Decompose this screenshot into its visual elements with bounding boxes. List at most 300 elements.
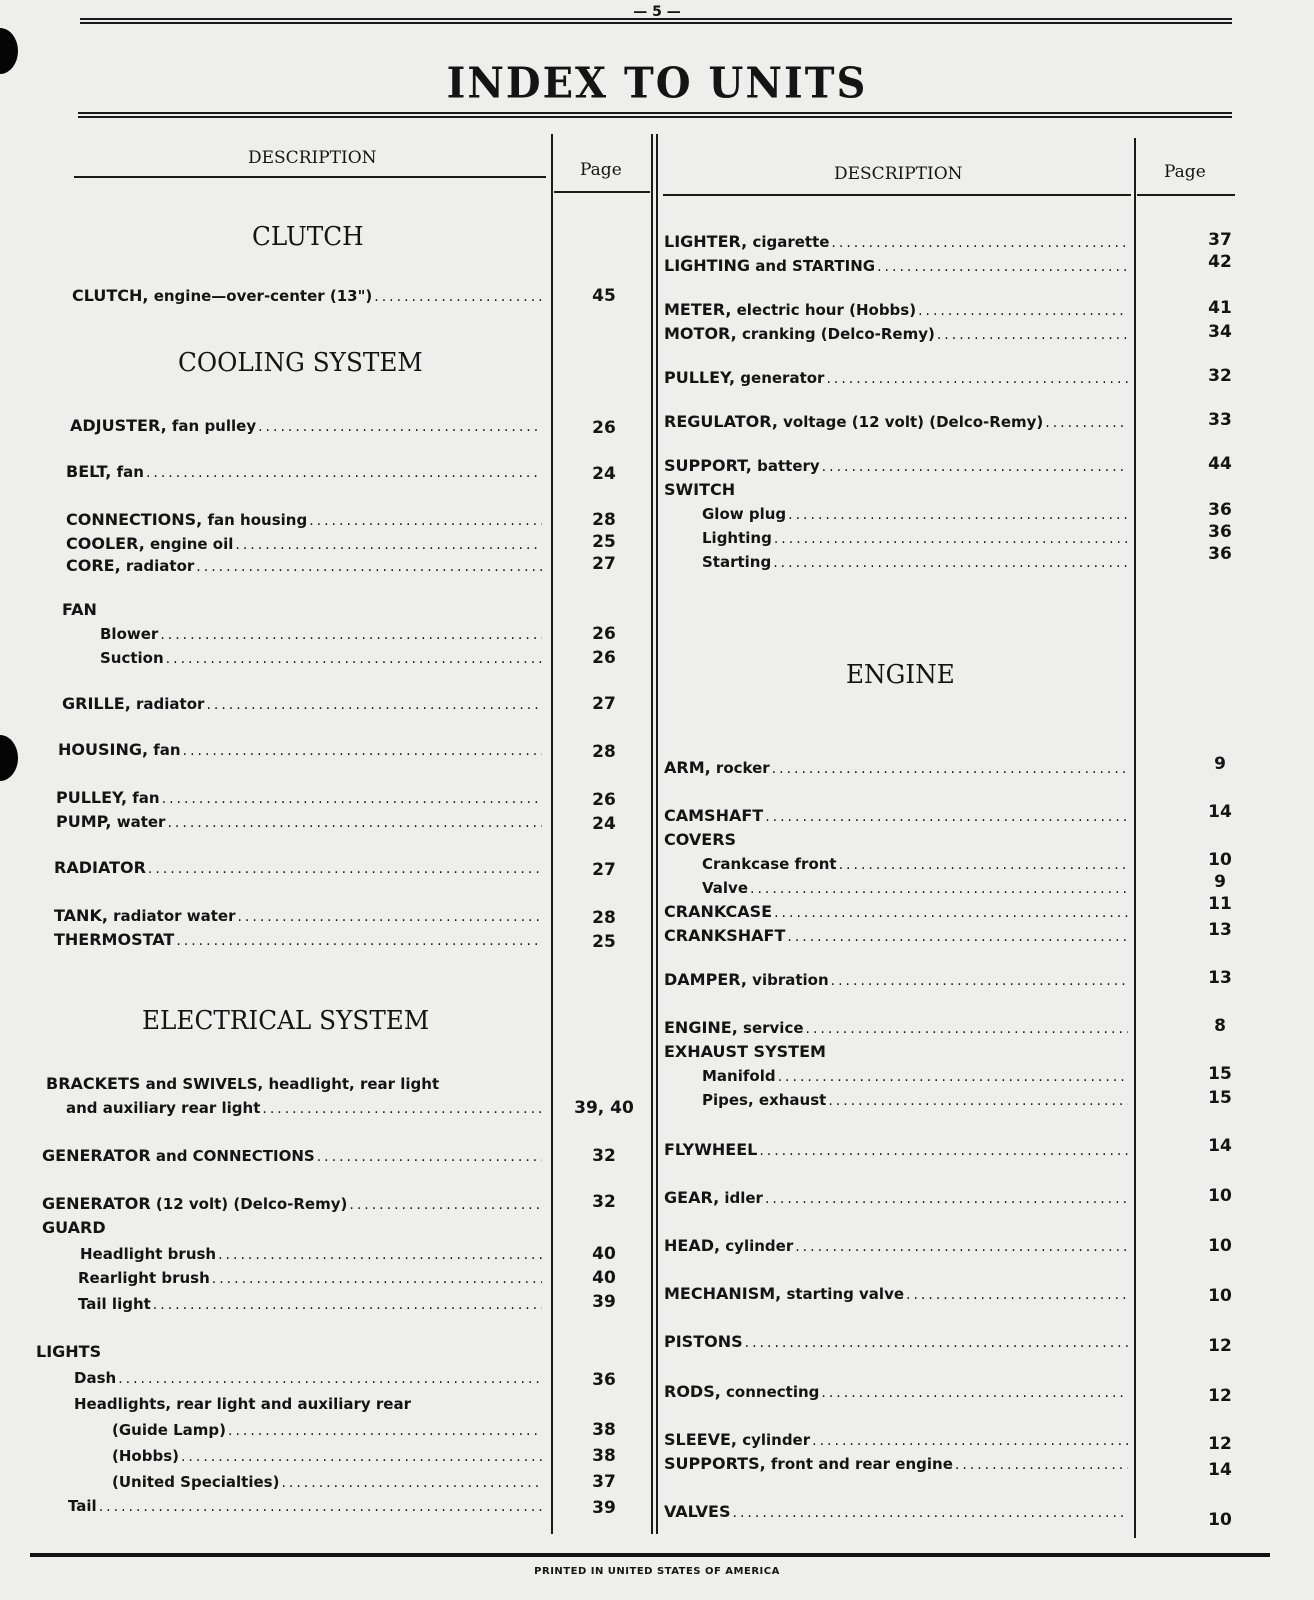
page-reference: 38 [592,1446,616,1466]
dot-leader [773,555,1128,571]
dot-leader [148,861,542,877]
page-title: INDEX TO UNITS [446,58,868,109]
dot-leader [309,513,542,529]
entry-keyword: GRILLE, [62,694,131,713]
page-reference: 26 [592,648,616,668]
dot-leader [822,459,1128,475]
entry-label [68,1496,97,1515]
entry-label [66,534,233,553]
entry-qualifier: and CONNECTIONS [150,1147,315,1165]
entry-label [54,906,235,925]
page-reference: 14 [1208,1460,1232,1480]
entry-label [664,1188,763,1207]
index-entry [664,1236,1128,1255]
entry-qualifier: water [111,813,166,831]
entry-qualifier: voltage (12 volt) (Delco-Remy) [777,413,1044,431]
entry-label [66,462,144,481]
index-entry [54,858,542,877]
page-reference: 37 [592,1472,616,1492]
index-entry [702,504,1128,523]
dot-leader [812,1433,1128,1449]
dot-leader [235,537,542,553]
title-rule [78,112,1232,118]
entry-qualifier: fan housing [202,511,308,529]
dot-leader [206,697,542,713]
page-reference: 10 [1208,1286,1232,1306]
entry-keyword: BELT, [66,462,112,481]
entry-keyword: GUARD [42,1218,106,1237]
dot-leader [765,809,1128,825]
entry-label [664,256,875,275]
index-entry [56,812,542,831]
index-entry [664,300,1128,319]
entry-qualifier: radiator water [107,907,236,925]
left-page-divider [551,134,553,1534]
page-reference: 39, 40 [574,1098,634,1118]
index-entry [112,1472,542,1491]
entry-label [664,1018,804,1037]
entry-keyword: GEAR, [664,1188,720,1207]
entry-label [66,510,307,529]
index-entry [66,534,542,553]
entry-keyword: PULLEY, [56,788,128,807]
entry-qualifier: Starting [702,553,772,571]
dot-leader [374,289,542,305]
index-entry [42,1194,542,1213]
index-entry [66,1098,542,1117]
entry-label [664,926,785,945]
index-entry [42,1218,642,1237]
page-reference: 36 [1208,544,1232,564]
dot-leader [831,973,1128,989]
page-reference: 24 [592,814,616,834]
entry-label [42,1194,347,1213]
top-rule [80,18,1232,24]
dot-leader [146,465,542,481]
dot-leader [826,371,1128,387]
page-reference: 27 [592,554,616,574]
section-electrical-system: ELECTRICAL SYSTEM [142,1006,430,1036]
entry-keyword: LIGHTING [664,256,751,275]
entry-qualifier: Rearlight brush [78,1269,210,1287]
index-entry [664,256,1128,275]
dot-leader [795,1239,1128,1255]
entry-label [74,1394,411,1413]
index-entry [664,830,1264,849]
page-reference: 14 [1208,1136,1232,1156]
entry-keyword: CAMSHAFT [664,806,764,825]
entry-label [62,600,97,619]
entry-label [46,1074,439,1093]
entry-qualifier: front and rear engine [765,1455,953,1473]
entry-label [664,1140,757,1159]
entry-keyword: RODS, [664,1382,721,1401]
dot-leader [218,1247,542,1263]
entry-qualifier: electric hour (Hobbs) [731,301,917,319]
entry-label [664,412,1043,431]
left-page-header-underline [554,191,650,193]
index-entry [66,510,542,529]
dot-leader [831,235,1128,251]
page-reference: 32 [592,1192,616,1212]
index-entry [664,926,1128,945]
entry-label [664,480,735,499]
entry-label [664,970,829,989]
entry-qualifier: engine—over-center (13") [148,287,373,305]
page-number: — 5 — [633,4,681,20]
dot-leader [237,909,542,925]
entry-qualifier: fan [148,741,181,759]
index-entry [36,1342,636,1361]
entry-label [112,1420,226,1439]
entry-keyword: TANK, [54,906,108,925]
dot-leader [262,1101,542,1117]
index-entry [664,758,1128,777]
index-entry [702,552,1128,571]
index-entry [664,1140,1128,1159]
dot-leader [750,881,1128,897]
page-reference: 45 [592,286,616,306]
index-entry [702,854,1128,873]
entry-keyword: LIGHTER, [664,232,748,251]
entry-qualifier: Suction [100,649,164,667]
index-entry [664,480,1264,499]
page-reference: 36 [1208,522,1232,542]
page-reference: 11 [1208,894,1232,914]
entry-keyword: ENGINE, [664,1018,738,1037]
dot-leader [349,1197,542,1213]
dot-leader [772,761,1128,777]
entry-label [664,1332,743,1351]
entry-qualifier: Pipes, exhaust [702,1091,827,1109]
entry-qualifier: Tail [68,1497,97,1515]
entry-keyword: MECHANISM, [664,1284,782,1303]
page-reference: 40 [592,1244,616,1264]
entry-label [664,806,763,825]
page-reference: 32 [592,1146,616,1166]
section-clutch: CLUTCH [252,222,364,252]
index-entry [112,1446,542,1465]
entry-label [664,1382,819,1401]
entry-label [100,624,158,643]
entry-keyword: COOLER, [66,534,145,553]
entry-qualifier: battery [751,457,820,475]
entry-keyword: COVERS [664,830,737,849]
page-reference: 36 [1208,500,1232,520]
entry-qualifier: rocker [710,759,770,777]
page-reference: 24 [592,464,616,484]
dot-leader [196,559,542,575]
entry-qualifier: engine oil [144,535,234,553]
entry-label [74,1368,116,1387]
dot-leader [181,1449,542,1465]
entry-qualifier: fan [127,789,160,807]
entry-keyword: DAMPER, [664,970,747,989]
entry-label [42,1218,106,1237]
page-reference: 27 [592,694,616,714]
dot-leader [162,791,542,807]
entry-qualifier: cylinder [720,1237,794,1255]
page-reference: 10 [1208,1510,1232,1530]
index-entry [664,806,1128,825]
index-entry [42,1146,542,1165]
left-header-underline [74,176,546,178]
page-reference: 39 [592,1498,616,1518]
index-entry [74,1368,542,1387]
index-entry [70,416,542,435]
entry-keyword: METER, [664,300,732,319]
entry-label [36,1342,101,1361]
entry-qualifier: cylinder [736,1431,811,1449]
dot-leader [765,1191,1128,1207]
entry-keyword: HEAD, [664,1236,721,1255]
page-reference: 28 [592,510,616,530]
index-entry [702,878,1128,897]
entry-label [112,1446,179,1465]
index-entry [68,1496,542,1515]
index-entry [702,1090,1128,1109]
dot-leader [281,1475,542,1491]
index-entry [664,412,1128,431]
index-entry [62,694,542,713]
entry-label [56,812,165,831]
index-entry [664,1332,1128,1351]
entry-label [664,1042,826,1061]
index-entry [702,1066,1128,1085]
dot-leader [258,419,542,435]
page-reference: 9 [1214,754,1226,774]
right-page-header: Page [1164,162,1206,182]
dot-leader [806,1021,1128,1037]
entry-qualifier: starting valve [781,1285,905,1303]
entry-keyword: CLUTCH, [72,286,149,305]
dot-leader [788,507,1128,523]
entry-qualifier: vibration [746,971,829,989]
entry-qualifier: service [737,1019,804,1037]
index-entry [664,1382,1128,1401]
dot-leader [212,1271,542,1287]
entry-label [702,878,748,897]
dot-leader [176,933,542,949]
entry-label [66,556,194,575]
entry-keyword: CRANKSHAFT [664,926,786,945]
entry-qualifier: Glow plug [702,505,787,523]
page-reference: 12 [1208,1386,1232,1406]
entry-label [56,788,160,807]
page-reference: 37 [1208,230,1232,250]
entry-keyword: MOTOR, [664,324,737,343]
entry-label [54,858,146,877]
dot-leader [99,1499,542,1515]
entry-label [80,1244,216,1263]
index-entry [664,1188,1128,1207]
dot-leader [153,1297,542,1313]
entry-label [664,456,820,475]
entry-qualifier: fan pulley [166,417,257,435]
index-entry [664,902,1128,921]
entry-label [112,1472,279,1491]
dot-leader [774,905,1128,921]
entry-keyword: FLYWHEEL [664,1140,758,1159]
entry-keyword: ARM, [664,758,711,777]
entry-keyword: VALVES [664,1502,731,1521]
index-entry [66,462,542,481]
section-cooling-system: COOLING SYSTEM [178,348,423,378]
entry-keyword: HOUSING, [58,740,149,759]
entry-keyword: SUPPORT, [664,456,752,475]
entry-keyword: ADJUSTER, [70,416,167,435]
page-reference: 13 [1208,920,1232,940]
entry-qualifier: cigarette [747,233,830,251]
entry-keyword: EXHAUST SYSTEM [664,1042,826,1061]
page-reference: 38 [592,1420,616,1440]
dot-leader [918,303,1128,319]
index-entry [72,286,542,305]
right-page-header-underline [1137,194,1235,196]
entry-qualifier: Valve [702,879,749,897]
entry-label [664,902,772,921]
entry-keyword: LIGHTS [36,1342,102,1361]
page-reference: 41 [1208,298,1232,318]
printed-notice: PRINTED IN UNITED STATES OF AMERICA [534,1566,780,1577]
entry-qualifier: Blower [100,625,159,643]
page-reference: 10 [1208,1236,1232,1256]
page-reference: 26 [592,418,616,438]
dot-leader [1045,415,1128,431]
entry-label [664,232,829,251]
center-divider-b [656,134,658,1534]
page-reference: 14 [1208,802,1232,822]
entry-qualifier: (12 volt) (Delco-Remy) [150,1195,348,1213]
index-entry [702,528,1128,547]
page-reference: 12 [1208,1336,1232,1356]
entry-qualifier: Tail light [78,1295,151,1313]
dot-leader [317,1149,542,1165]
page-reference: 32 [1208,366,1232,386]
entry-label [100,648,164,667]
page-reference: 15 [1208,1064,1232,1084]
index-entry [78,1268,542,1287]
page-reference: 12 [1208,1434,1232,1454]
dot-leader [778,1069,1128,1085]
dot-leader [733,1505,1128,1521]
dot-leader [787,929,1128,945]
entry-qualifier: (United Specialties) [112,1473,280,1491]
entry-keyword: FAN [62,600,97,619]
index-entry [78,1294,542,1313]
dot-leader [937,327,1128,343]
index-entry [664,1018,1128,1037]
entry-qualifier: and auxiliary rear light [66,1099,261,1117]
dot-leader [183,743,542,759]
page-reference: 15 [1208,1088,1232,1108]
page-reference: 40 [592,1268,616,1288]
page-reference: 9 [1214,872,1226,892]
entry-keyword: GENERATOR [42,1194,151,1213]
entry-label [702,1090,826,1109]
entry-label [664,324,935,343]
left-description-header: DESCRIPTION [248,148,377,168]
page-reference: 8 [1214,1016,1226,1036]
index-entry [664,970,1128,989]
index-entry [58,740,542,759]
index-entry [74,1394,542,1413]
index-entry [100,648,542,667]
index-entry [664,1454,1128,1473]
entry-label [78,1268,210,1287]
dot-leader [839,857,1128,873]
entry-label [54,930,174,949]
center-divider-a [651,134,653,1534]
index-entry [664,1430,1128,1449]
entry-label [664,830,736,849]
dot-leader [228,1423,542,1439]
dot-leader [906,1287,1128,1303]
entry-keyword: CORE, [66,556,121,575]
entry-keyword: THERMOSTAT [54,930,175,949]
index-entry [664,1284,1128,1303]
page-reference: 10 [1208,1186,1232,1206]
entry-label [702,1066,776,1085]
entry-qualifier: Crankcase front [702,855,837,873]
page-reference: 33 [1208,410,1232,430]
page-reference: 42 [1208,252,1232,272]
entry-keyword: SWITCH [664,480,736,499]
entry-keyword: RADIATOR [54,858,146,877]
page-reference: 27 [592,860,616,880]
entry-qualifier: connecting [720,1383,820,1401]
entry-qualifier: (Guide Lamp) [112,1421,227,1439]
entry-qualifier: Lighting [702,529,772,547]
page-reference: 25 [592,532,616,552]
page-reference: 26 [592,624,616,644]
entry-label [664,1502,731,1521]
binder-hole-middle [0,735,18,781]
entry-label [664,300,916,319]
dot-leader [955,1457,1128,1473]
entry-keyword: PULLEY, [664,368,736,387]
page-reference: 28 [592,742,616,762]
index-entry [664,456,1128,475]
left-page-header: Page [580,160,622,180]
entry-keyword: GENERATOR [42,1146,151,1165]
entry-qualifier: radiator [120,557,195,575]
entry-qualifier: Dash [74,1369,117,1387]
dot-leader [166,651,542,667]
entry-label [664,1430,810,1449]
dot-leader [774,531,1128,547]
section-engine: ENGINE [846,660,955,690]
entry-label [702,528,772,547]
page-reference: 36 [592,1370,616,1390]
right-description-header: DESCRIPTION [834,164,963,184]
entry-qualifier: fan [111,463,144,481]
entry-label [702,854,837,873]
dot-leader [745,1335,1128,1351]
entry-keyword: SUPPORTS, [664,1454,766,1473]
bottom-rule [30,1553,1270,1557]
index-entry [664,368,1128,387]
dot-leader [821,1385,1128,1401]
index-entry [66,556,542,575]
page-reference: 26 [592,790,616,810]
entry-qualifier: (Hobbs) [112,1447,179,1465]
entry-qualifier: cranking (Delco-Remy) [736,325,935,343]
page-reference: 39 [592,1292,616,1312]
entry-qualifier: generator [735,369,825,387]
index-entry [112,1420,542,1439]
entry-qualifier: Headlights, rear light and auxiliary rear [74,1395,411,1413]
